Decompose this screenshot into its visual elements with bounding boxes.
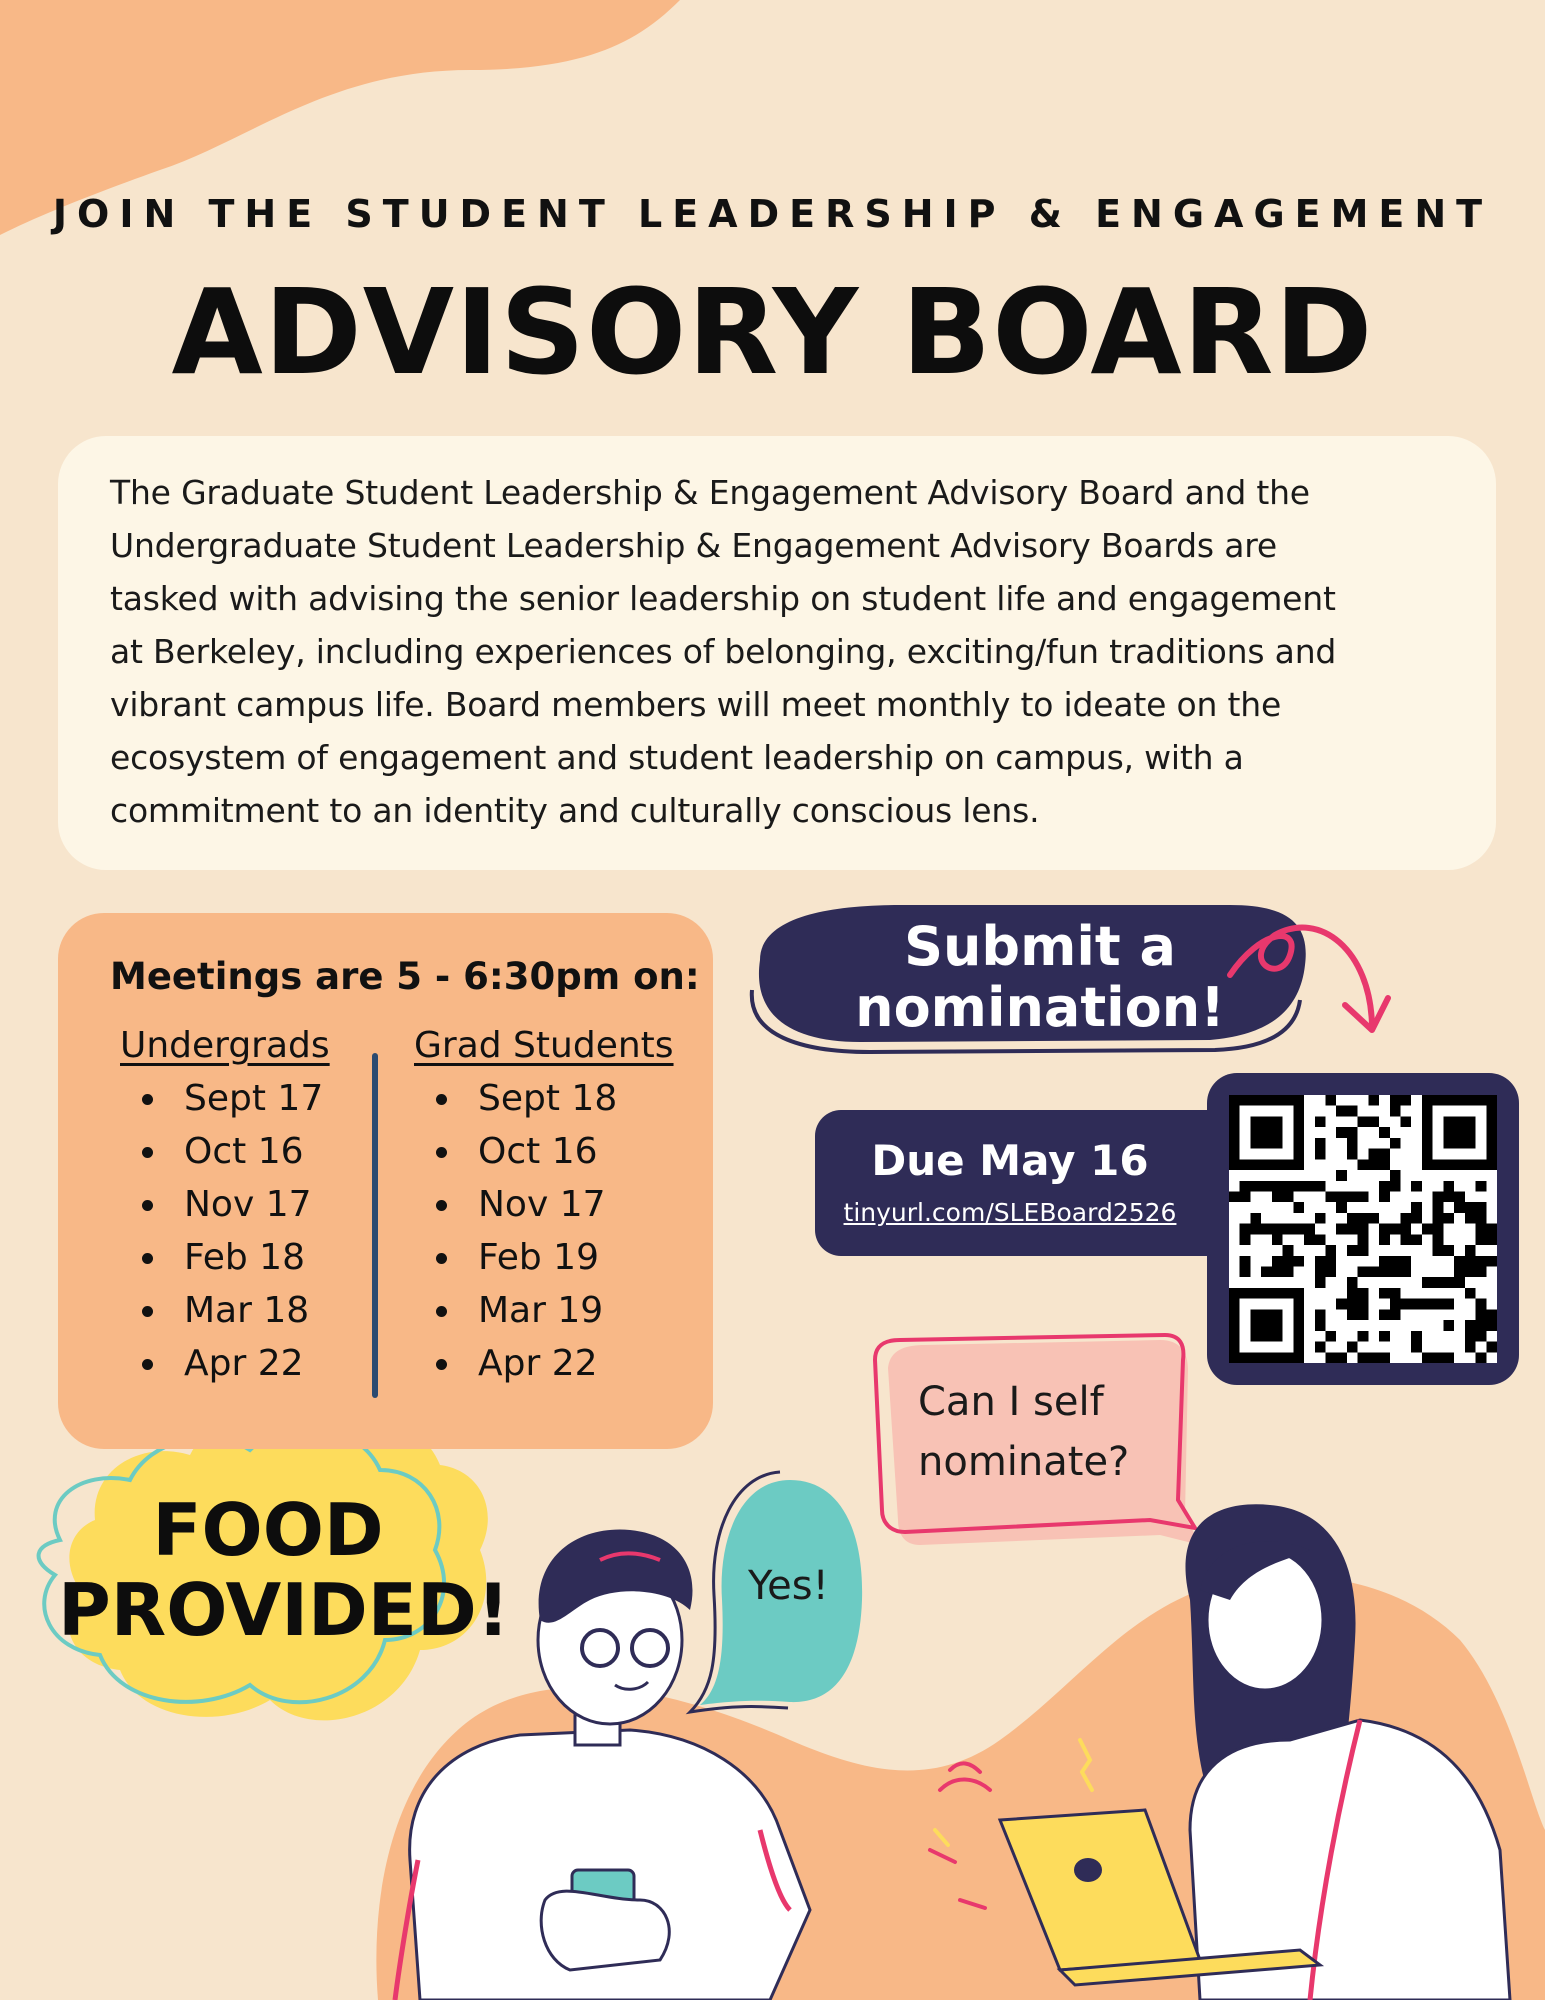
- qr-module: [1283, 1267, 1294, 1278]
- qr-module: [1443, 1277, 1454, 1288]
- qr-module: [1476, 1299, 1487, 1310]
- qr-module: [1272, 1256, 1283, 1267]
- qr-module: [1347, 1127, 1358, 1138]
- qr-module: [1368, 1149, 1379, 1160]
- qr-module: [1443, 1245, 1454, 1256]
- qr-module: [1368, 1095, 1379, 1106]
- qr-module: [1379, 1159, 1390, 1170]
- qr-code-icon: [1229, 1095, 1497, 1363]
- qr-module: [1401, 1213, 1412, 1224]
- qr-module: [1283, 1181, 1294, 1192]
- qr-module: [1465, 1256, 1476, 1267]
- qr-module: [1390, 1181, 1401, 1192]
- qr-module: [1315, 1234, 1326, 1245]
- qr-module: [1368, 1352, 1379, 1363]
- qr-module: [1358, 1352, 1369, 1363]
- qr-module: [1433, 1234, 1444, 1245]
- qr-module: [1454, 1256, 1465, 1267]
- qr-module: [1433, 1191, 1444, 1202]
- qr-module: [1476, 1202, 1487, 1213]
- nomination-link[interactable]: tinyurl.com/SLEBoard2526: [843, 1198, 1177, 1227]
- date-item: • Oct 16: [170, 1125, 330, 1178]
- qr-module: [1304, 1234, 1315, 1245]
- qr-module: [1476, 1309, 1487, 1320]
- qr-module: [1336, 1299, 1347, 1310]
- qr-module: [1390, 1299, 1401, 1310]
- submit-line: Submit a: [904, 915, 1176, 978]
- date-item: • Nov 17: [170, 1178, 330, 1231]
- qr-module: [1465, 1267, 1476, 1278]
- qr-module: [1476, 1213, 1487, 1224]
- qr-module: [1358, 1116, 1369, 1127]
- qr-module: [1379, 1267, 1390, 1278]
- qr-module: [1390, 1106, 1401, 1117]
- qr-module: [1368, 1267, 1379, 1278]
- qr-module: [1379, 1181, 1390, 1192]
- qr-module: [1358, 1191, 1369, 1202]
- column-divider: [372, 1053, 378, 1398]
- undergrad-dates: [120, 1072, 330, 1390]
- qr-module: [1486, 1234, 1497, 1245]
- qr-module: [1379, 1234, 1390, 1245]
- qr-module: [1250, 1213, 1261, 1224]
- qr-module: [1379, 1352, 1390, 1363]
- qr-module: [1325, 1095, 1336, 1106]
- meetings-heading: Meetings are 5 - 6:30pm on:: [110, 955, 700, 998]
- qr-module: [1272, 1191, 1283, 1202]
- qr-module: [1476, 1267, 1487, 1278]
- qr-module: [1240, 1224, 1251, 1235]
- qr-module: [1443, 1213, 1454, 1224]
- qr-module: [1358, 1213, 1369, 1224]
- qr-module: [1240, 1191, 1251, 1202]
- qr-module: [1411, 1331, 1422, 1342]
- answer-bubble: Yes!: [748, 1563, 829, 1609]
- qr-module: [1358, 1299, 1369, 1310]
- qr-module: [1422, 1352, 1433, 1363]
- grad-dates: [414, 1072, 674, 1390]
- qr-module: [1390, 1095, 1401, 1106]
- qr-module: [1443, 1181, 1454, 1192]
- qr-module: [1325, 1331, 1336, 1342]
- description-text: [110, 466, 1444, 837]
- qr-code[interactable]: [1229, 1095, 1497, 1363]
- qr-module: [1476, 1224, 1487, 1235]
- grad-column: [414, 1025, 674, 1390]
- food-line: PROVIDED!: [58, 1568, 510, 1652]
- qr-module: [1315, 1213, 1326, 1224]
- qr-module: [1379, 1191, 1390, 1202]
- qr-module: [1336, 1191, 1347, 1202]
- qr-module: [1433, 1202, 1444, 1213]
- qr-module: [1325, 1245, 1336, 1256]
- qr-module: [1283, 1256, 1294, 1267]
- qr-module: [1272, 1224, 1283, 1235]
- qr-module: [1390, 1267, 1401, 1278]
- qr-module: [1347, 1299, 1358, 1310]
- description-card: [58, 436, 1496, 870]
- qr-module: [1293, 1224, 1304, 1235]
- qr-module: [1465, 1331, 1476, 1342]
- date-item: • Feb 19: [464, 1231, 674, 1284]
- date-item: • Apr 22: [170, 1337, 330, 1390]
- due-date: Due May 16: [871, 1136, 1149, 1185]
- qr-module: [1261, 1267, 1272, 1278]
- qr-module: [1465, 1288, 1476, 1299]
- description-line: vibrant campus life. Board members will meet monthly to ideate on the: [110, 685, 1282, 724]
- qr-module: [1401, 1267, 1412, 1278]
- qr-module: [1411, 1299, 1422, 1310]
- qr-module: [1411, 1342, 1422, 1353]
- qr-module: [1486, 1256, 1497, 1267]
- qr-module: [1358, 1234, 1369, 1245]
- description-line: Undergraduate Student Leadership & Engagement Advisory Boards are: [110, 526, 1277, 565]
- qr-module: [1379, 1224, 1390, 1235]
- qr-module: [1347, 1106, 1358, 1117]
- qr-module: [1336, 1127, 1347, 1138]
- qr-module: [1325, 1256, 1336, 1267]
- qr-module: [1476, 1234, 1487, 1245]
- qr-module: [1240, 1181, 1251, 1192]
- grad-column-label: Grad Students: [414, 1025, 674, 1066]
- qr-module: [1454, 1277, 1465, 1288]
- qr-module: [1272, 1234, 1283, 1245]
- description-line: commitment to an identity and culturally conscious lens.: [110, 791, 1040, 830]
- qr-module: [1283, 1191, 1294, 1202]
- qr-module: [1443, 1320, 1454, 1331]
- qr-module: [1433, 1213, 1444, 1224]
- qr-module: [1401, 1095, 1412, 1106]
- qr-module: [1433, 1277, 1444, 1288]
- qr-module: [1454, 1202, 1465, 1213]
- qr-module: [1390, 1256, 1401, 1267]
- date-item: • Mar 18: [170, 1284, 330, 1337]
- qr-module: [1379, 1149, 1390, 1160]
- date-item: • Apr 22: [464, 1337, 674, 1390]
- qr-module: [1261, 1181, 1272, 1192]
- qr-module: [1315, 1138, 1326, 1149]
- qr-module: [1422, 1299, 1433, 1310]
- qr-module: [1293, 1202, 1304, 1213]
- food-line: FOOD: [152, 1488, 384, 1572]
- qr-module: [1401, 1234, 1412, 1245]
- question-bubble: [918, 1372, 1129, 1492]
- qr-module: [1476, 1352, 1487, 1363]
- qr-module: [1315, 1309, 1326, 1320]
- qr-module: [1315, 1149, 1326, 1160]
- qr-module: [1315, 1256, 1326, 1267]
- qr-module: [1465, 1202, 1476, 1213]
- qr-module: [1411, 1213, 1422, 1224]
- qr-module: [1358, 1224, 1369, 1235]
- laptop-logo: [1074, 1858, 1102, 1882]
- qr-module: [1390, 1224, 1401, 1235]
- qr-module: [1347, 1245, 1358, 1256]
- qr-module: [1390, 1170, 1401, 1181]
- due-date-box: [815, 1110, 1235, 1256]
- date-item: • Nov 17: [464, 1178, 674, 1231]
- qr-module: [1315, 1320, 1326, 1331]
- qr-module: [1422, 1224, 1433, 1235]
- qr-module: [1379, 1331, 1390, 1342]
- qr-module: [1401, 1116, 1412, 1127]
- qr-module: [1465, 1213, 1476, 1224]
- qr-module: [1379, 1127, 1390, 1138]
- qr-module: [1347, 1138, 1358, 1149]
- date-item: • Oct 16: [464, 1125, 674, 1178]
- question-line: Can I self: [918, 1379, 1104, 1425]
- qr-module: [1486, 1320, 1497, 1331]
- curly-arrow-head: [1345, 998, 1388, 1030]
- qr-module: [1315, 1277, 1326, 1288]
- qr-module: [1368, 1116, 1379, 1127]
- qr-module: [1347, 1309, 1358, 1320]
- question-line: nominate?: [918, 1439, 1130, 1485]
- qr-module: [1390, 1309, 1401, 1320]
- qr-module: [1486, 1309, 1497, 1320]
- qr-module: [1240, 1267, 1251, 1278]
- qr-module: [1283, 1245, 1294, 1256]
- qr-module: [1315, 1181, 1326, 1192]
- qr-module: [1336, 1224, 1347, 1235]
- qr-module: [1358, 1267, 1369, 1278]
- date-item: • Sept 18: [464, 1072, 674, 1125]
- qr-module: [1358, 1159, 1369, 1170]
- qr-module: [1336, 1352, 1347, 1363]
- qr-module: [1315, 1342, 1326, 1353]
- qr-module: [1272, 1267, 1283, 1278]
- qr-module: [1411, 1202, 1422, 1213]
- qr-module: [1422, 1277, 1433, 1288]
- description-line: ecosystem of engagement and student leadership on campus, with a: [110, 738, 1244, 777]
- qr-module: [1347, 1288, 1358, 1299]
- qr-module: [1240, 1234, 1251, 1245]
- qr-module: [1486, 1342, 1497, 1353]
- page-title: ADVISORY BOARD: [171, 263, 1374, 401]
- qr-module: [1336, 1170, 1347, 1181]
- qr-module: [1476, 1181, 1487, 1192]
- qr-module: [1315, 1116, 1326, 1127]
- qr-module: [1358, 1288, 1369, 1299]
- description-line: tasked with advising the senior leadership on student life and engagement: [110, 579, 1336, 618]
- qr-module: [1476, 1320, 1487, 1331]
- qr-module: [1379, 1309, 1390, 1320]
- qr-module: [1325, 1191, 1336, 1202]
- qr-module: [1358, 1331, 1369, 1342]
- qr-module: [1379, 1256, 1390, 1267]
- qr-module: [1476, 1331, 1487, 1342]
- food-provided: [58, 1488, 510, 1652]
- qr-finder-pattern: [1443, 1116, 1475, 1148]
- qr-module: [1293, 1181, 1304, 1192]
- qr-module: [1358, 1309, 1369, 1320]
- qr-module: [1336, 1106, 1347, 1117]
- qr-module: [1272, 1181, 1283, 1192]
- qr-module: [1358, 1245, 1369, 1256]
- qr-module: [1229, 1191, 1240, 1202]
- qr-module: [1454, 1191, 1465, 1202]
- qr-module: [1347, 1191, 1358, 1202]
- qr-module: [1401, 1256, 1412, 1267]
- qr-module: [1283, 1224, 1294, 1235]
- qr-module: [1347, 1342, 1358, 1353]
- qr-module: [1443, 1299, 1454, 1310]
- qr-module: [1293, 1256, 1304, 1267]
- submit-nomination-heading: [830, 916, 1250, 1038]
- qr-code-frame: [1207, 1073, 1519, 1385]
- qr-module: [1401, 1224, 1412, 1235]
- qr-module: [1433, 1245, 1444, 1256]
- undergrad-column-label: Undergrads: [120, 1025, 330, 1066]
- qr-module: [1347, 1277, 1358, 1288]
- qr-finder-pattern: [1250, 1116, 1282, 1148]
- qr-module: [1347, 1149, 1358, 1160]
- qr-module: [1315, 1267, 1326, 1278]
- qr-module: [1347, 1224, 1358, 1235]
- qr-module: [1390, 1138, 1401, 1149]
- qr-module: [1411, 1181, 1422, 1192]
- qr-module: [1325, 1352, 1336, 1363]
- undergrad-column: [120, 1025, 330, 1390]
- date-item: • Mar 19: [464, 1284, 674, 1337]
- qr-module: [1240, 1256, 1251, 1267]
- description-line: at Berkeley, including experiences of belonging, exciting/fun traditions and: [110, 632, 1337, 671]
- qr-module: [1250, 1224, 1261, 1235]
- qr-module: [1411, 1234, 1422, 1245]
- qr-module: [1261, 1224, 1272, 1235]
- qr-module: [1368, 1213, 1379, 1224]
- qr-finder-pattern: [1250, 1309, 1282, 1341]
- qr-module: [1347, 1213, 1358, 1224]
- qr-module: [1465, 1320, 1476, 1331]
- qr-module: [1304, 1224, 1315, 1235]
- qr-module: [1390, 1288, 1401, 1299]
- meetings-card: [58, 913, 713, 1449]
- qr-module: [1433, 1352, 1444, 1363]
- qr-module: [1304, 1181, 1315, 1192]
- qr-module: [1433, 1299, 1444, 1310]
- qr-module: [1465, 1245, 1476, 1256]
- qr-module: [1443, 1191, 1454, 1202]
- qr-module: [1454, 1267, 1465, 1278]
- qr-module: [1401, 1299, 1412, 1310]
- man-hands: [541, 1891, 669, 1970]
- qr-module: [1250, 1181, 1261, 1192]
- qr-module: [1325, 1267, 1336, 1278]
- date-item: • Sept 17: [170, 1072, 330, 1125]
- qr-module: [1486, 1224, 1497, 1235]
- qr-module: [1368, 1159, 1379, 1170]
- submit-line: nomination!: [855, 976, 1225, 1039]
- qr-module: [1443, 1352, 1454, 1363]
- header-kicker: JOIN THE STUDENT LEADERSHIP & ENGAGEMENT: [52, 192, 1493, 236]
- description-line: The Graduate Student Leadership & Engagement Advisory Board and the: [110, 473, 1310, 512]
- qr-module: [1476, 1256, 1487, 1267]
- qr-module: [1379, 1288, 1390, 1299]
- qr-module: [1433, 1224, 1444, 1235]
- date-item: • Feb 18: [170, 1231, 330, 1284]
- qr-module: [1465, 1342, 1476, 1353]
- qr-module: [1336, 1202, 1347, 1213]
